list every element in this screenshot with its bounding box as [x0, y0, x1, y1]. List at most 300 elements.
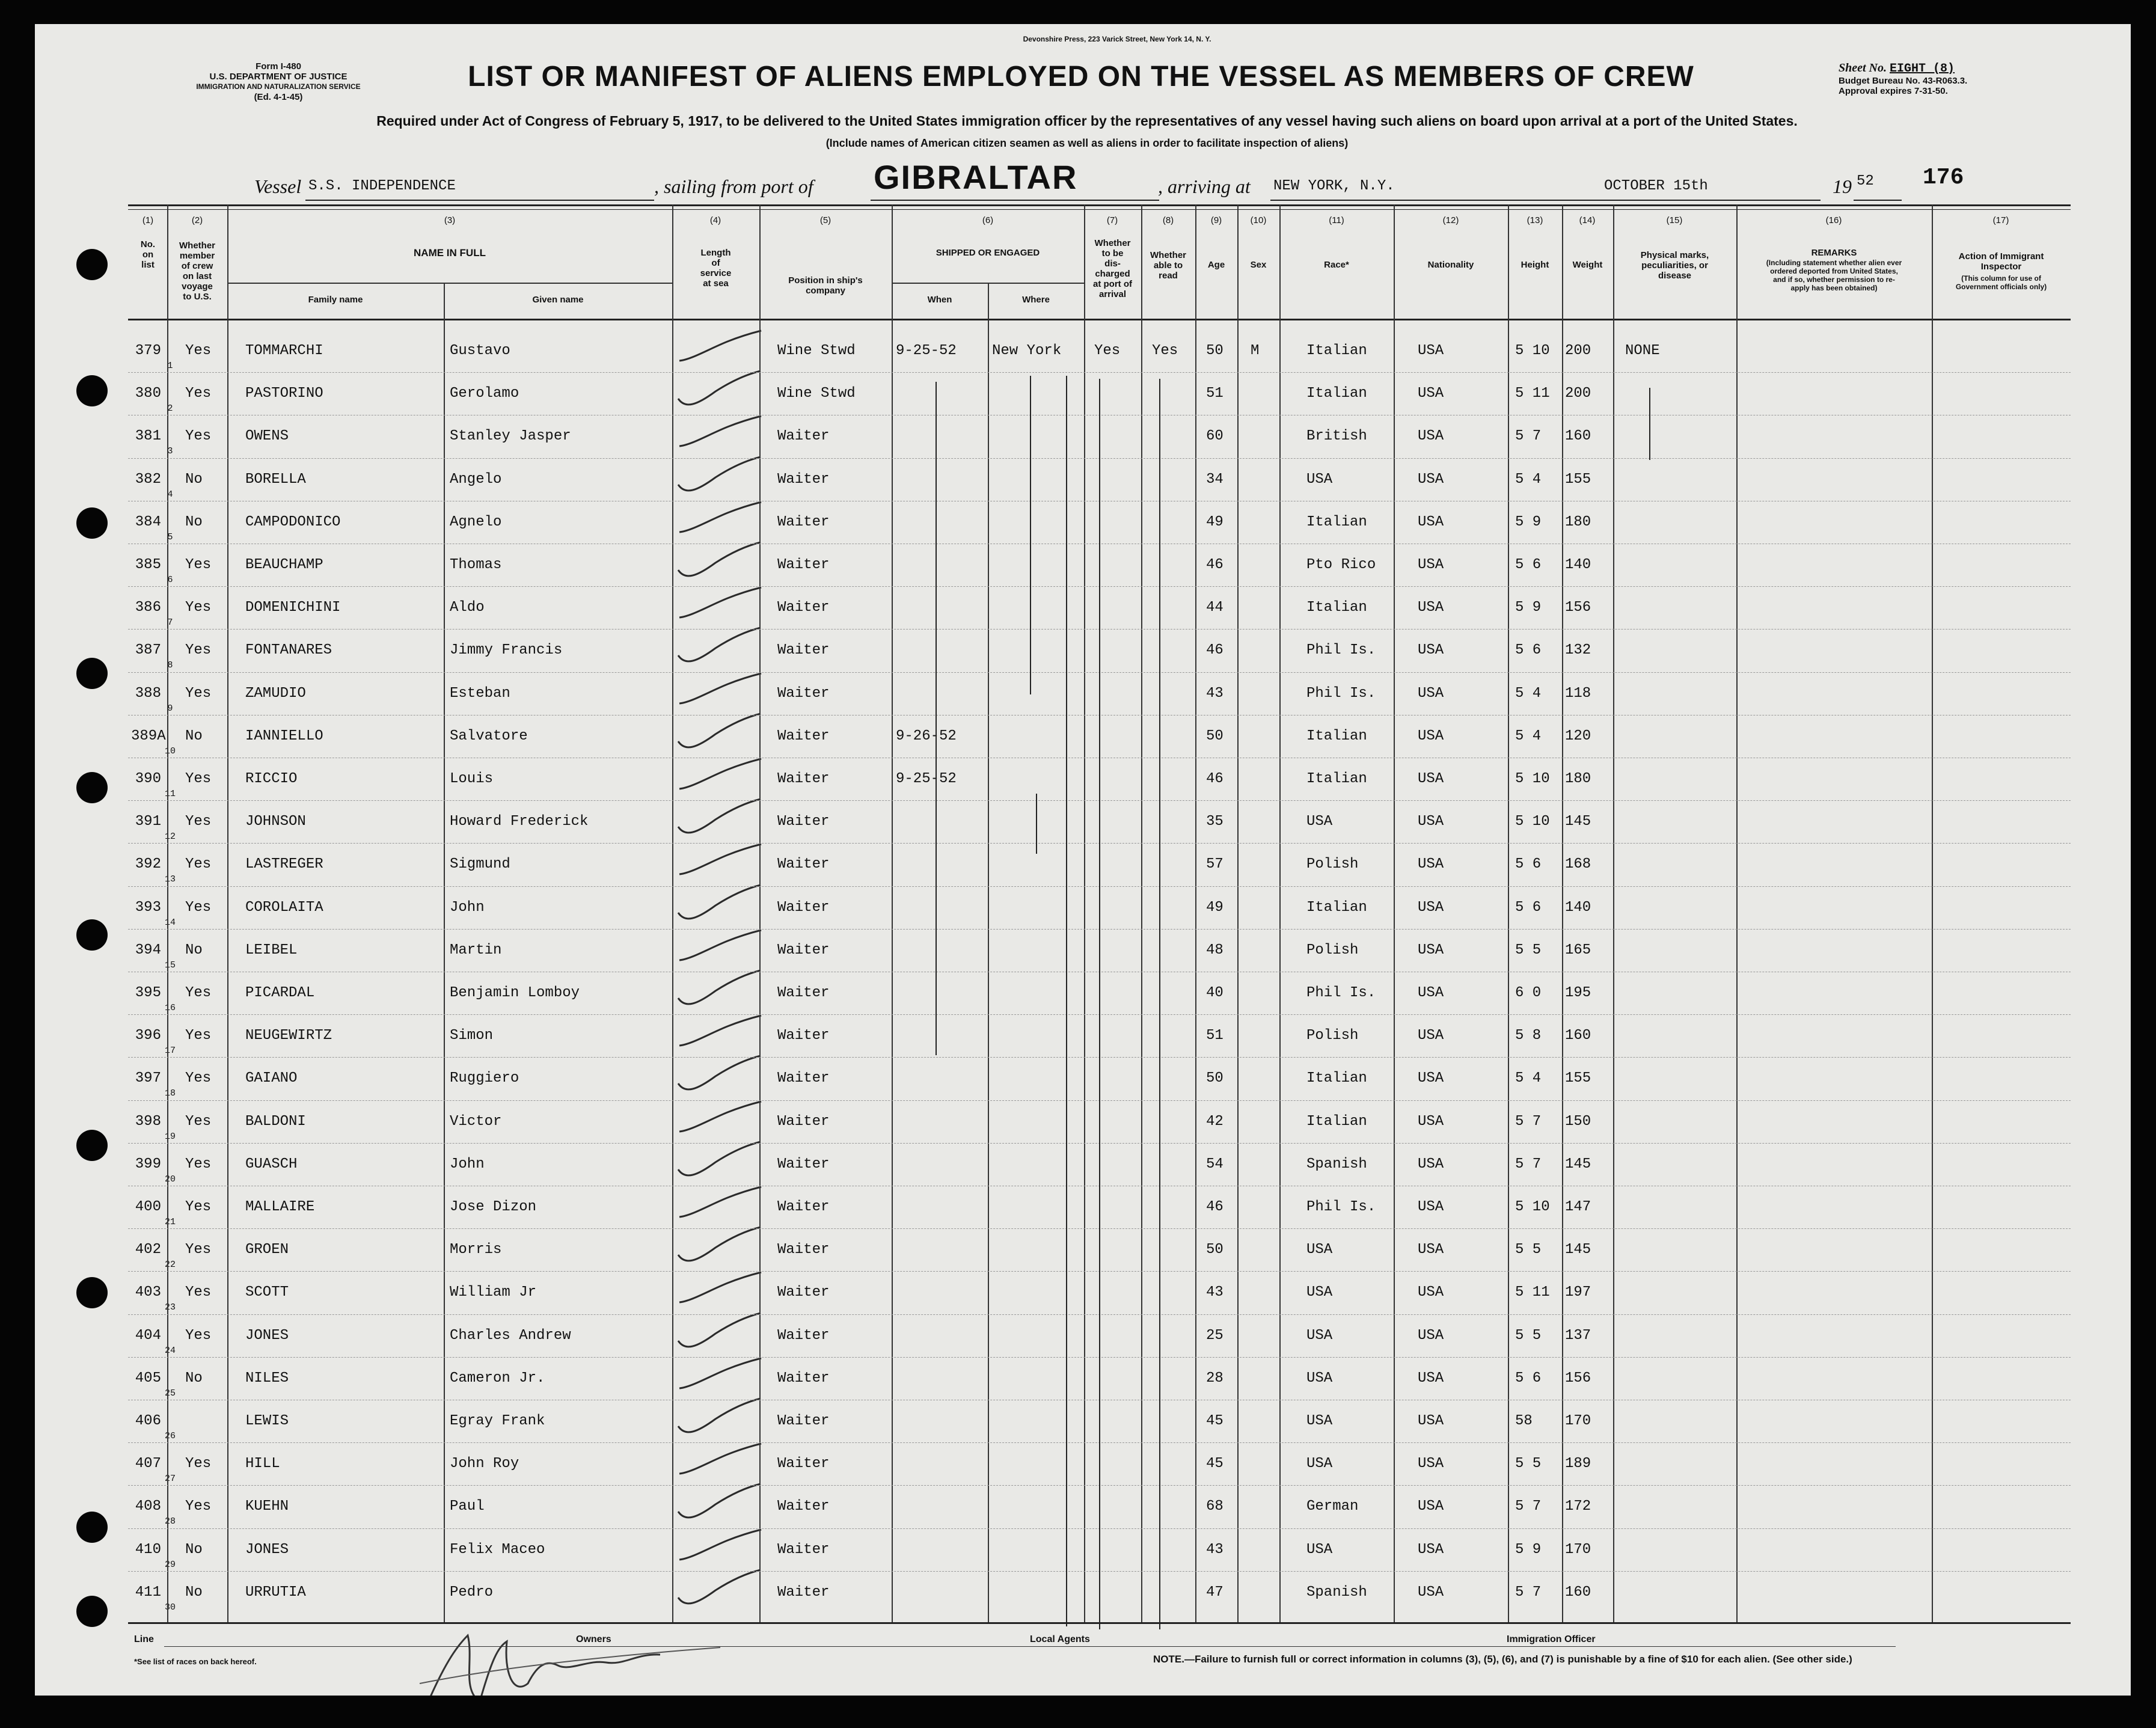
form-line: Form I-480 — [256, 61, 301, 72]
height-cell: 5 4 — [1515, 471, 1542, 488]
height-cell: 5 10 — [1515, 771, 1550, 787]
footer-officer: Immigration Officer — [1507, 1634, 1596, 1644]
crew-cell: Yes — [185, 1327, 212, 1344]
crew-cell: Yes — [185, 1028, 212, 1044]
race-cell: Italian — [1306, 1070, 1367, 1087]
form-line: U.S. DEPARTMENT OF JUSTICE — [209, 72, 348, 82]
ditto-line — [1036, 794, 1037, 854]
line-number: 20 — [164, 1174, 176, 1184]
nationality-cell: USA — [1418, 1284, 1444, 1301]
race-cell: Italian — [1306, 513, 1367, 530]
nationality-cell: USA — [1418, 685, 1444, 702]
footer-agents: Local Agents — [1030, 1634, 1090, 1644]
ditto-line — [1066, 376, 1067, 1626]
age-cell: 43 — [1206, 685, 1223, 702]
given-name-cell: Morris — [450, 1242, 502, 1258]
family-name-cell: JOHNSON — [245, 813, 306, 830]
column-divider — [444, 283, 445, 1622]
header-name-in-full: NAME IN FULL — [414, 247, 486, 259]
nationality-cell: USA — [1418, 985, 1444, 1001]
punch-hole — [76, 919, 108, 951]
position-cell: Waiter — [777, 642, 830, 659]
line-number: 26 — [164, 1431, 176, 1441]
height-cell: 5 7 — [1515, 1584, 1542, 1601]
height-cell: 5 6 — [1515, 856, 1542, 873]
family-name-cell: URRUTIA — [245, 1584, 306, 1601]
race-cell: Italian — [1306, 728, 1367, 744]
crew-cell: Yes — [185, 1456, 212, 1472]
race-cell: Phil Is. — [1306, 1199, 1376, 1215]
age-cell: 46 — [1206, 1199, 1223, 1215]
line-number: 18 — [164, 1088, 176, 1099]
row-number: 390 — [135, 771, 161, 787]
age-cell: 50 — [1206, 1070, 1223, 1087]
family-name-cell: ZAMUDIO — [245, 685, 306, 702]
race-cell: USA — [1306, 1242, 1333, 1258]
signature-mark — [408, 1611, 744, 1696]
line-number: 11 — [164, 789, 176, 799]
age-cell: 60 — [1206, 428, 1223, 445]
service-tick-mark — [673, 1480, 764, 1528]
race-cell: USA — [1306, 1413, 1333, 1429]
position-cell: Waiter — [777, 1456, 830, 1472]
line-number: 15 — [164, 960, 176, 970]
column-divider — [759, 204, 761, 1622]
age-cell: 25 — [1206, 1327, 1223, 1344]
row-number: 410 — [135, 1541, 161, 1558]
age-cell: 50 — [1206, 343, 1223, 359]
punch-hole — [76, 658, 108, 689]
table-top-border — [128, 204, 2071, 206]
age-cell: 45 — [1206, 1456, 1223, 1472]
nationality-cell: USA — [1418, 1070, 1444, 1087]
punch-hole — [76, 1277, 108, 1308]
race-cell: Italian — [1306, 771, 1367, 787]
crew-cell: Yes — [185, 856, 212, 873]
family-name-cell: GAIANO — [245, 1070, 298, 1087]
crew-cell: No — [185, 942, 203, 958]
row-number: 397 — [135, 1070, 161, 1087]
given-name-cell: Salvatore — [450, 728, 528, 744]
row-number: 388 — [135, 685, 161, 702]
family-name-cell: OWENS — [245, 428, 289, 445]
subtitle: Required under Act of Congress of February 5, 1917, to be delivered to the United States immigration officer by the representatives of any vessel having such aliens on board upon arrival at a port of the United States. — [376, 113, 1798, 129]
form-line: IMMIGRATION AND NATURALIZATION SERVICE — [196, 82, 361, 91]
printer-line: Devonshire Press, 223 Varick Street, New York 14, N. Y. — [1023, 35, 1211, 43]
family-name-cell: BALDONI — [245, 1113, 306, 1130]
age-cell: 42 — [1206, 1113, 1223, 1130]
given-name-cell: Jimmy Francis — [450, 642, 563, 659]
header-action: Action of Immigrant Inspector — [1958, 251, 2044, 272]
weight-cell: 118 — [1565, 685, 1591, 702]
nationality-cell: USA — [1418, 1413, 1444, 1429]
service-tick-mark — [673, 325, 764, 373]
shipped-when-cell: 9-26-52 — [896, 728, 957, 744]
physical-marks-cell: NONE — [1625, 343, 1660, 359]
height-cell: 5 9 — [1515, 1541, 1542, 1558]
line-number: 13 — [164, 874, 176, 885]
row-number: 393 — [135, 899, 161, 916]
column-divider — [1562, 204, 1563, 1622]
service-tick-mark — [673, 710, 764, 758]
line-number: 28 — [164, 1516, 176, 1527]
position-cell: Waiter — [777, 1028, 830, 1044]
position-cell: Waiter — [777, 1113, 830, 1130]
nationality-cell: USA — [1418, 1028, 1444, 1044]
read-cell: Yes — [1152, 343, 1178, 359]
age-cell: 47 — [1206, 1584, 1223, 1601]
given-name-cell: Jose Dizon — [450, 1199, 537, 1215]
height-cell: 5 11 — [1515, 385, 1550, 402]
service-tick-mark — [673, 1010, 764, 1058]
age-cell: 51 — [1206, 385, 1223, 402]
penalty-note: NOTE.—Failure to furnish full or correct information in columns (3), (5), (6), and (7) is punishable by a fine of $10 for each alien. (See other side.) — [1153, 1653, 1852, 1665]
service-tick-mark — [673, 967, 764, 1015]
age-cell: 40 — [1206, 985, 1223, 1001]
given-name-cell: Cameron Jr. — [450, 1370, 545, 1386]
position-cell: Waiter — [777, 599, 830, 616]
nationality-cell: USA — [1418, 1370, 1444, 1386]
crew-cell: Yes — [185, 599, 212, 616]
nationality-cell: USA — [1418, 557, 1444, 573]
race-cell: Polish — [1306, 1028, 1359, 1044]
height-cell: 5 6 — [1515, 642, 1542, 659]
nationality-cell: USA — [1418, 428, 1444, 445]
race-cell: British — [1306, 428, 1367, 445]
weight-cell: 200 — [1565, 343, 1591, 359]
weight-cell: 165 — [1565, 942, 1591, 958]
line-number: 30 — [164, 1602, 176, 1613]
crew-cell: Yes — [185, 1113, 212, 1130]
family-name-cell: NEUGEWIRTZ — [245, 1028, 332, 1044]
family-name-cell: JONES — [245, 1327, 289, 1344]
budget-number: Budget Bureau No. 43-R063.3. — [1839, 76, 1968, 86]
weight-cell: 197 — [1565, 1284, 1591, 1301]
position-cell: Waiter — [777, 1242, 830, 1258]
height-cell: 5 8 — [1515, 1028, 1542, 1044]
line-number: 2 — [167, 403, 173, 414]
position-cell: Waiter — [777, 557, 830, 573]
service-tick-mark — [673, 367, 764, 415]
column-divider — [892, 204, 893, 1622]
position-cell: Waiter — [777, 513, 830, 530]
vessel-label: Vessel — [254, 176, 302, 197]
sheet-label: Sheet No. — [1839, 61, 1887, 75]
height-cell: 5 9 — [1515, 513, 1542, 530]
column-number: (3) — [444, 215, 456, 225]
sheet-number: EIGHT (8) — [1890, 62, 1955, 76]
weight-cell: 156 — [1565, 1370, 1591, 1386]
given-name-cell: Charles Andrew — [450, 1327, 571, 1344]
header-able-read: Whether able to read — [1150, 250, 1186, 281]
weight-cell: 180 — [1565, 513, 1591, 530]
service-tick-mark — [673, 1181, 764, 1229]
age-cell: 43 — [1206, 1284, 1223, 1301]
crew-cell: Yes — [185, 1284, 212, 1301]
position-cell: Waiter — [777, 1156, 830, 1172]
row-number: 394 — [135, 942, 161, 958]
line-number: 24 — [164, 1345, 176, 1356]
crew-cell: No — [185, 471, 203, 488]
line-number: 6 — [167, 575, 173, 585]
row-divider — [128, 372, 2071, 373]
family-name-cell: BORELLA — [245, 471, 306, 488]
punch-hole — [76, 772, 108, 803]
line-number: 14 — [164, 917, 176, 928]
page-title: LIST OR MANIFEST OF ALIENS EMPLOYED ON THE VESSEL AS MEMBERS OF CREW — [468, 61, 1694, 93]
row-number: 398 — [135, 1113, 161, 1130]
service-tick-mark — [673, 1395, 764, 1443]
age-cell: 43 — [1206, 1541, 1223, 1558]
race-cell: USA — [1306, 1541, 1333, 1558]
nationality-cell: USA — [1418, 899, 1444, 916]
shipped-when-cell: 9-25-52 — [896, 343, 957, 359]
service-tick-mark — [673, 581, 764, 630]
height-cell: 5 6 — [1515, 557, 1542, 573]
family-name-cell: HILL — [245, 1456, 280, 1472]
height-cell: 5 5 — [1515, 942, 1542, 958]
service-tick-mark — [673, 795, 764, 844]
row-number: 404 — [135, 1327, 161, 1344]
given-name-cell: Paul — [450, 1498, 485, 1515]
form-block — [188, 61, 369, 102]
position-cell: Waiter — [777, 1498, 830, 1515]
height-cell: 5 7 — [1515, 1156, 1542, 1172]
arrival-port: NEW YORK, N.Y. — [1273, 178, 1395, 194]
column-divider — [1613, 204, 1614, 1622]
given-name-cell: Simon — [450, 1028, 494, 1044]
service-tick-mark — [673, 1310, 764, 1358]
age-cell: 50 — [1206, 728, 1223, 744]
header-when: When — [927, 295, 952, 305]
footer-line: Line — [134, 1634, 154, 1644]
line-number: 27 — [164, 1474, 176, 1484]
column-divider — [672, 204, 673, 1622]
page-stamp: 176 — [1923, 165, 1964, 191]
header-family-name: Family name — [308, 295, 363, 305]
row-number: 384 — [135, 513, 161, 530]
height-cell: 6 0 — [1515, 985, 1542, 1001]
weight-cell: 170 — [1565, 1413, 1591, 1429]
column-number: (11) — [1329, 215, 1344, 225]
nationality-cell: USA — [1418, 642, 1444, 659]
line-number: 29 — [164, 1559, 176, 1570]
row-number: 411 — [135, 1584, 161, 1601]
column-number: (17) — [1992, 215, 2009, 225]
position-cell: Waiter — [777, 856, 830, 873]
age-cell: 51 — [1206, 1028, 1223, 1044]
service-tick-mark — [673, 753, 764, 801]
line-number: 16 — [164, 1003, 176, 1013]
weight-cell: 200 — [1565, 385, 1591, 402]
sheet-block — [1839, 61, 2115, 96]
row-number: 391 — [135, 813, 161, 830]
age-cell: 46 — [1206, 771, 1223, 787]
weight-cell: 168 — [1565, 856, 1591, 873]
weight-cell: 172 — [1565, 1498, 1591, 1515]
row-number: 403 — [135, 1284, 161, 1301]
given-name-cell: Egray Frank — [450, 1413, 545, 1429]
position-cell: Waiter — [777, 1584, 830, 1601]
row-number: 387 — [135, 642, 161, 659]
column-number: (5) — [819, 215, 831, 225]
header-nationality: Nationality — [1427, 260, 1474, 270]
family-name-cell: BEAUCHAMP — [245, 557, 323, 573]
row-number: 402 — [135, 1242, 161, 1258]
line-number: 10 — [164, 746, 176, 756]
given-name-cell: Ruggiero — [450, 1070, 519, 1087]
given-name-cell: Agnelo — [450, 513, 502, 530]
given-name-cell: Felix Maceo — [450, 1541, 545, 1558]
row-number: 386 — [135, 599, 161, 616]
line-number: 7 — [167, 617, 173, 628]
ditto-line — [1649, 388, 1650, 460]
age-cell: 54 — [1206, 1156, 1223, 1172]
race-cell: Polish — [1306, 942, 1359, 958]
column-divider — [1394, 204, 1395, 1622]
position-cell: Waiter — [777, 1284, 830, 1301]
crew-cell: Yes — [185, 771, 212, 787]
race-cell: Italian — [1306, 899, 1367, 916]
column-number: (15) — [1666, 215, 1683, 225]
crew-cell: No — [185, 1584, 203, 1601]
row-number: 405 — [135, 1370, 161, 1386]
given-name-cell: Aldo — [450, 599, 485, 616]
height-cell: 5 4 — [1515, 685, 1542, 702]
crew-cell: Yes — [185, 1199, 212, 1215]
given-name-cell: William Jr — [450, 1284, 537, 1301]
column-divider — [1736, 204, 1738, 1622]
nationality-cell: USA — [1418, 513, 1444, 530]
underline — [1598, 200, 1821, 201]
column-number: (16) — [1825, 215, 1842, 225]
weight-cell: 140 — [1565, 899, 1591, 916]
weight-cell: 145 — [1565, 813, 1591, 830]
sex-cell: M — [1251, 343, 1260, 359]
crew-cell: No — [185, 1541, 203, 1558]
header-action-note: (This column for use of Government officials only) — [1955, 274, 2047, 291]
nationality-cell: USA — [1418, 1327, 1444, 1344]
given-name-cell: Victor — [450, 1113, 502, 1130]
height-cell: 5 7 — [1515, 1498, 1542, 1515]
crew-cell: Yes — [185, 1242, 212, 1258]
nationality-cell: USA — [1418, 471, 1444, 488]
row-number: 379 — [135, 343, 161, 359]
column-number: (12) — [1442, 215, 1459, 225]
given-name-cell: Louis — [450, 771, 494, 787]
age-cell: 34 — [1206, 471, 1223, 488]
race-cell: Spanish — [1306, 1156, 1367, 1172]
arriving-label: , arriving at — [1158, 176, 1251, 197]
height-cell: 5 5 — [1515, 1242, 1542, 1258]
nationality-cell: USA — [1418, 1113, 1444, 1130]
position-cell: Waiter — [777, 428, 830, 445]
family-name-cell: PASTORINO — [245, 385, 323, 402]
race-cell: German — [1306, 1498, 1359, 1515]
race-cell: USA — [1306, 1370, 1333, 1386]
weight-cell: 155 — [1565, 1070, 1591, 1087]
age-cell: 44 — [1206, 599, 1223, 616]
race-cell: Italian — [1306, 385, 1367, 402]
crew-cell: Yes — [185, 428, 212, 445]
race-cell: Polish — [1306, 856, 1359, 873]
nationality-cell: USA — [1418, 599, 1444, 616]
race-cell: Spanish — [1306, 1584, 1367, 1601]
row-number: 382 — [135, 471, 161, 488]
crew-cell: Yes — [185, 642, 212, 659]
column-number: (14) — [1579, 215, 1596, 225]
line-number: 9 — [167, 703, 173, 714]
race-cell: Phil Is. — [1306, 985, 1376, 1001]
height-cell: 5 5 — [1515, 1456, 1542, 1472]
column-number: (13) — [1527, 215, 1543, 225]
vessel-name: S.S. INDEPENDENCE — [308, 178, 456, 194]
weight-cell: 160 — [1565, 428, 1591, 445]
crew-cell: Yes — [185, 813, 212, 830]
header-given-name: Given name — [532, 295, 584, 305]
line-number: 12 — [164, 832, 176, 842]
service-tick-mark — [673, 667, 764, 715]
family-name-cell: IANNIELLO — [245, 728, 323, 744]
height-cell: 5 10 — [1515, 343, 1550, 359]
family-name-cell: LEIBEL — [245, 942, 298, 958]
line-number: 4 — [167, 489, 173, 500]
service-tick-mark — [673, 539, 764, 587]
crew-cell: Yes — [185, 1156, 212, 1172]
crew-cell: Yes — [185, 343, 212, 359]
footer-owners: Owners — [576, 1634, 611, 1644]
service-tick-mark — [673, 624, 764, 672]
punch-hole — [76, 507, 108, 539]
race-cell: Italian — [1306, 599, 1367, 616]
service-tick-mark — [673, 453, 764, 501]
header-age: Age — [1207, 260, 1225, 270]
header-where: Where — [1022, 295, 1050, 305]
discharge-cell: Yes — [1094, 343, 1121, 359]
service-tick-mark — [673, 881, 764, 930]
family-name-cell: SCOTT — [245, 1284, 289, 1301]
given-name-cell: John — [450, 899, 485, 916]
row-number: 408 — [135, 1498, 161, 1515]
line-number: 21 — [164, 1217, 176, 1227]
given-name-cell: Gerolamo — [450, 385, 519, 402]
age-cell: 46 — [1206, 642, 1223, 659]
line-number: 1 — [167, 361, 173, 371]
name-divider — [227, 283, 672, 284]
height-cell: 5 10 — [1515, 1199, 1550, 1215]
punch-hole — [76, 375, 108, 406]
weight-cell: 156 — [1565, 599, 1591, 616]
weight-cell: 137 — [1565, 1327, 1591, 1344]
column-divider — [1084, 204, 1085, 1622]
race-cell: Pto Rico — [1306, 557, 1376, 573]
height-cell: 5 5 — [1515, 1327, 1542, 1344]
year: 52 — [1857, 173, 1874, 189]
service-tick-mark — [673, 1052, 764, 1100]
given-name-cell: Gustavo — [450, 343, 510, 359]
family-name-cell: DOMENICHINI — [245, 599, 341, 616]
crew-cell: Yes — [185, 1498, 212, 1515]
age-cell: 35 — [1206, 813, 1223, 830]
races-note: *See list of races on back hereof. — [134, 1657, 257, 1666]
crew-cell: Yes — [185, 385, 212, 402]
weight-cell: 147 — [1565, 1199, 1591, 1215]
column-number: (8) — [1162, 215, 1174, 225]
age-cell: 45 — [1206, 1413, 1223, 1429]
height-cell: 5 11 — [1515, 1284, 1550, 1301]
nationality-cell: USA — [1418, 771, 1444, 787]
service-tick-mark — [673, 1138, 764, 1186]
